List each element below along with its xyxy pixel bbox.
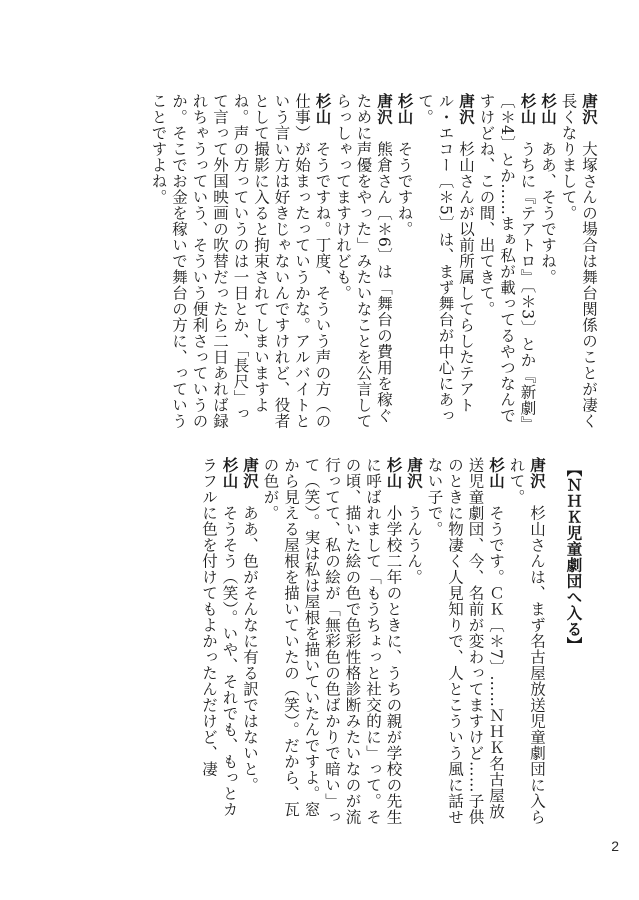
- dialogue-turn: [260, 457, 404, 827]
- dialogue-text: そうですね。: [395, 141, 414, 237]
- dialogue-text: うちに『テアトロ』〔＊3〕とか『新劇』〔＊4〕とか……まぁ私が載ってるやつなんですけどね、この間、出てきて。: [477, 93, 537, 432]
- dialogue-text: 杉山さんは、まず名古屋放送児童劇団に入られて。: [507, 457, 546, 825]
- dialogue-text: うんうん。: [405, 505, 423, 585]
- dialogue-text: ああ、そうですね。: [539, 141, 557, 285]
- dialogue-text: そうそう（笑）。いや、それでも、もっとカラフルに色を付けてもよかったんだけど、凄: [200, 457, 239, 818]
- speaker-label: 杉山: [487, 457, 505, 489]
- dialogue-turn: [394, 93, 415, 435]
- dialogue-turn: [404, 457, 425, 827]
- dialogue-turn: [476, 93, 538, 435]
- dialogue-turn: [240, 457, 261, 827]
- dialogue-turn: [558, 93, 599, 435]
- speaker-label: 杉山: [384, 457, 403, 489]
- speaker-label: 唐沢: [241, 457, 259, 489]
- speaker-label: 杉山: [539, 93, 557, 125]
- speaker-label: 杉山: [220, 457, 239, 489]
- interview-upper-section: [139, 93, 599, 435]
- dialogue-turn: [424, 457, 506, 827]
- section-heading: 【ＮＨＫ児童劇団へ入る】: [564, 461, 583, 653]
- dialogue-turn: [333, 93, 395, 435]
- dialogue-text: 杉山さんが以前所属してらしたテアトル・エコー〔＊5〕は、まず舞台が中心にあって。: [416, 93, 475, 424]
- dialogue-text: そうです。ＣＫ〔＊7〕……ＮＨＫ名古屋放送児童劇団、今、名前が変わってますけど……子供のときに物凄く人見知りで、人とこういう風に話せない子で。: [425, 457, 505, 825]
- speaker-label: 唐沢: [457, 93, 475, 125]
- speaker-label: 杉山: [313, 93, 332, 125]
- speaker-label: 唐沢: [580, 93, 598, 125]
- speaker-label: 杉山: [518, 93, 537, 125]
- dialogue-text: ああ、色がそんなに有る訳ではないと。: [241, 505, 259, 793]
- dialogue-text: 熊倉さん〔＊6〕は「舞台の費用を稼ぐために声優をやった」みたいなことを公言してらっしゃってますけれども。: [334, 93, 393, 429]
- dialogue-turn: [506, 457, 547, 827]
- page-number: 2: [611, 838, 619, 854]
- speaker-label: 杉山: [395, 93, 414, 125]
- dialogue-turn: [148, 93, 333, 435]
- dialogue-turn: [538, 93, 559, 435]
- dialogue-text: 大塚さんの場合は舞台関係のことが凄く長くなりまして。: [559, 93, 598, 429]
- dialogue-turn: [415, 93, 477, 435]
- speaker-label: 唐沢: [405, 457, 423, 489]
- dialogue-text: 小学校二年のときに、うちの親が学校の先生に呼ばれまして「もうちょっと社交的に」って。その頃、描いた絵の色で色彩性格診断みたいなのが流行ってて、私の絵が「無彩色の色ばかりで暗い」って（笑）。実は私は屋根を描いていたんですよ。窓から見える屋根を描いていたの（笑）。だから、瓦の色が。: [261, 457, 403, 825]
- dialogue-text: そうですね。丁度、そういう声の方（の仕事）が始まったっていうかな。アルバイトという言い方は好きじゃないんですけれど、役者として撮影に入ると拘束されてしまいますよね。声の方っていうのは一日とか、「長尺」って言って外国映画の吹替だったら二日あれば録れちゃうっていう、そういう便利さっていうのか。そこでお金を稼いで舞台の方に、っていうことですよね。: [149, 93, 332, 429]
- speaker-label: 唐沢: [528, 457, 546, 489]
- dialogue-turn: [199, 457, 240, 827]
- speaker-label: 唐沢: [375, 93, 393, 125]
- interview-lower-section: [139, 457, 599, 827]
